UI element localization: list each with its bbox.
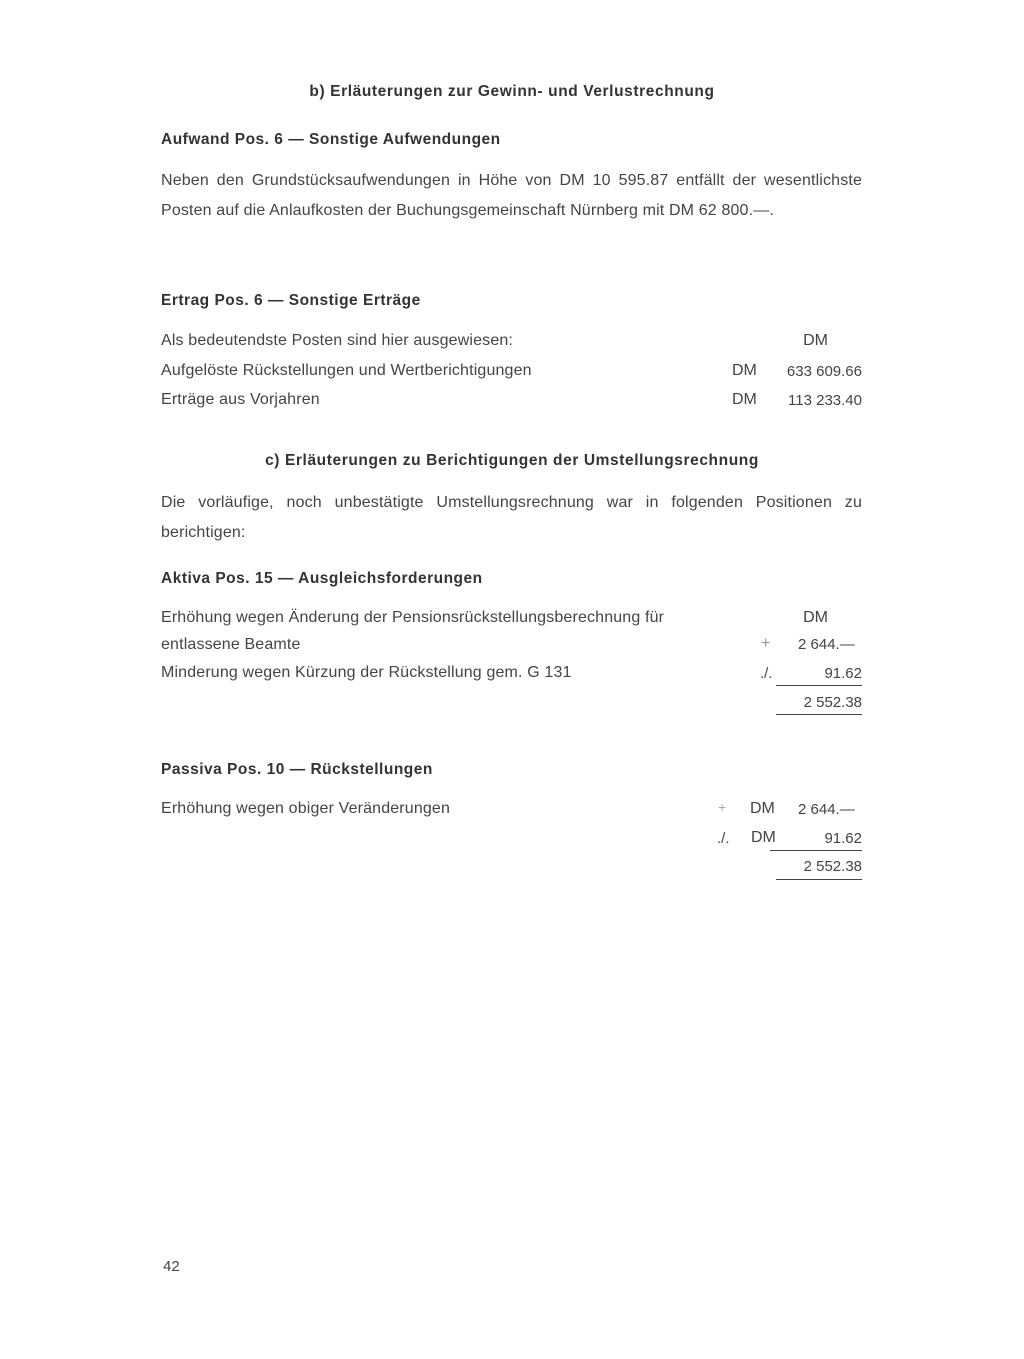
passiva-minus-sign: ./. bbox=[717, 830, 730, 847]
ertrag-intro: Als bedeutendste Posten sind hier ausgewiesen: bbox=[161, 332, 514, 349]
ertrag-row-amount: 633 609.66 bbox=[786, 363, 862, 380]
section-c-title: c) Erläuterungen zu Berichtigungen der Umstellungsrechnung bbox=[265, 452, 759, 469]
aktiva-currency-header: DM bbox=[803, 609, 828, 626]
aktiva-line-1-cont: entlassene Beamte bbox=[161, 636, 301, 653]
passiva-heading: Passiva Pos. 10 — Rückstellungen bbox=[161, 761, 433, 778]
passiva-plus-currency: DM bbox=[750, 800, 775, 817]
section-b-title: b) Erläuterungen zur Gewinn- und Verlustrechnung bbox=[309, 83, 715, 100]
passiva-total: 2 552.38 bbox=[803, 858, 862, 875]
aktiva-line-2: Minderung wegen Kürzung der Rückstellung gem. G 131 bbox=[161, 664, 572, 681]
aktiva-total-rule bbox=[776, 714, 862, 715]
page-number: 42 bbox=[163, 1258, 180, 1275]
aufwand-heading: Aufwand Pos. 6 — Sonstige Aufwendungen bbox=[161, 131, 501, 148]
passiva-total-rule bbox=[776, 879, 862, 880]
ertrag-row-currency: DM bbox=[732, 391, 757, 408]
ertrag-row-label: Erträge aus Vorjahren bbox=[161, 391, 320, 408]
aktiva-plus-amount: 2 644.— bbox=[798, 636, 855, 653]
section-c-intro: Die vorläufige, noch unbestätigte Umstellungsrechnung war in folgenden Positionen zu berichtigen: bbox=[161, 494, 862, 541]
passiva-line-1: Erhöhung wegen obiger Veränderungen bbox=[161, 800, 451, 817]
passiva-plus-amount: 2 644.— bbox=[798, 801, 855, 818]
ertrag-currency-header: DM bbox=[803, 332, 828, 349]
passiva-minus-currency: DM bbox=[751, 829, 776, 846]
aktiva-heading: Aktiva Pos. 15 — Ausgleichsforderungen bbox=[161, 570, 483, 587]
ertrag-row-currency: DM bbox=[732, 362, 757, 379]
aktiva-subtotal-rule bbox=[776, 685, 862, 686]
passiva-plus-sign: + bbox=[718, 799, 727, 815]
aktiva-line-1: Erhöhung wegen Änderung der Pensionsrückstellungsberechnung für bbox=[161, 609, 665, 626]
ertrag-heading: Ertrag Pos. 6 — Sonstige Erträge bbox=[161, 292, 421, 309]
aktiva-total: 2 552.38 bbox=[803, 694, 862, 711]
aktiva-minus-amount: 91.62 bbox=[824, 665, 862, 682]
aufwand-paragraph: Neben den Grundstücksaufwendungen in Höhe von DM 10 595.87 entfällt der wesentlichste Posten auf die Anlaufkosten der Buchungsgemeinschaft Nürnberg mit DM 62 800.—. bbox=[161, 172, 862, 219]
passiva-minus-amount: 91.62 bbox=[824, 830, 862, 847]
ertrag-row-label: Aufgelöste Rückstellungen und Wertberichtigungen bbox=[161, 362, 532, 379]
ertrag-row-amount: 113 233.40 bbox=[788, 392, 862, 409]
passiva-subtotal-rule bbox=[770, 850, 862, 851]
aktiva-minus-sign: ./. bbox=[760, 665, 773, 682]
aktiva-plus-sign: + bbox=[761, 635, 771, 652]
